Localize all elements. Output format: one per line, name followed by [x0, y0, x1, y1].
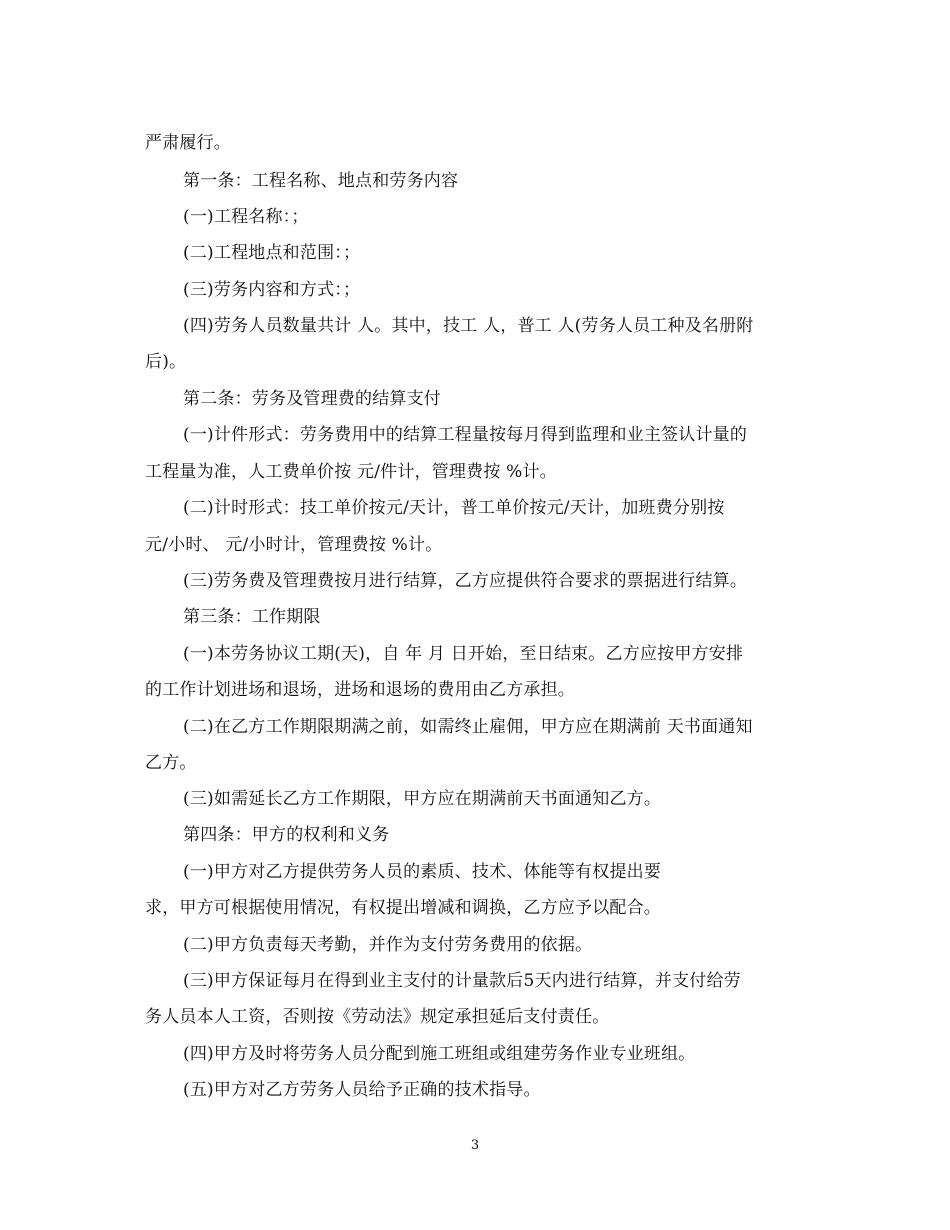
text-line: 元/小时、 元/小时计，管理费按 %计。 [145, 535, 443, 555]
text-line: 务人员本人工资，否则按《劳动法》规定承担延后支付责任。 [145, 1007, 610, 1027]
text-line: (三)劳务费及管理费按月进行结算，乙方应提供符合要求的票据进行结算。 [183, 571, 748, 591]
section-heading: 第三条：工作期限 [183, 607, 321, 627]
text-line: (二)甲方负责每天考勤，并作为支付劳务费用的依据。 [183, 935, 593, 955]
text-line: (一)计件形式：劳务费用中的结算工程量按每月得到监理和业主签认计量的 [183, 425, 748, 445]
text-line: 后)。 [145, 352, 187, 372]
section-heading: 第一条：工程名称、地点和劳务内容 [183, 171, 459, 191]
text-line: 工程量为准，人工费单价按 元/件计，管理费按 %计。 [145, 462, 557, 482]
section-heading: 第二条：劳务及管理费的结算支付 [183, 389, 441, 409]
text-line: 严肃履行。 [145, 133, 231, 153]
text-line: (一)甲方对乙方提供劳务人员的素质、技术、体能等有权提出要 [183, 862, 662, 882]
text-line: (三)劳务内容和方式：； [183, 280, 361, 300]
text-line: (三)如需延长乙方工作期限，甲方应在期满前天书面通知乙方。 [183, 789, 662, 809]
text-line: (三)甲方保证每月在得到业主支付的计量款后5天内进行结算，并支付给劳 [183, 971, 741, 991]
section-heading: 第四条：甲方的权利和义务 [183, 825, 390, 845]
text-line: (二)计时形式：技工单价按元/天计，普工单价按元/天计，加班费分别按 [183, 498, 725, 518]
page-number: 3 [470, 1138, 480, 1153]
text-line: 求，甲方可根据使用情况，有权提出增减和调换，乙方应予以配合。 [145, 898, 661, 918]
text-line: (一)工程名称：； [183, 207, 309, 227]
text-line: 乙方。 [145, 753, 197, 773]
text-line: (四)甲方及时将劳务人员分配到施工班组或组建劳务作业专业班组。 [183, 1044, 696, 1064]
text-line: (二)在乙方工作期限期满之前，如需终止雇佣，甲方应在期满前 天书面通知 [183, 717, 753, 737]
text-line: (二)工程地点和范围：； [183, 243, 361, 263]
text-line: 的工作计划进场和退场，进场和退场的费用由乙方承担。 [145, 680, 575, 700]
text-line: (五)甲方对乙方劳务人员给予正确的技术指导。 [183, 1080, 541, 1100]
text-line: (一)本劳务协议工期(天)，自 年 月 日开始，至日结束。乙方应按甲方安排 [183, 644, 744, 664]
text-line: (四)劳务人员数量共计 人。其中，技工 人，普工 人(劳务人员工种及名册附 [183, 316, 754, 336]
